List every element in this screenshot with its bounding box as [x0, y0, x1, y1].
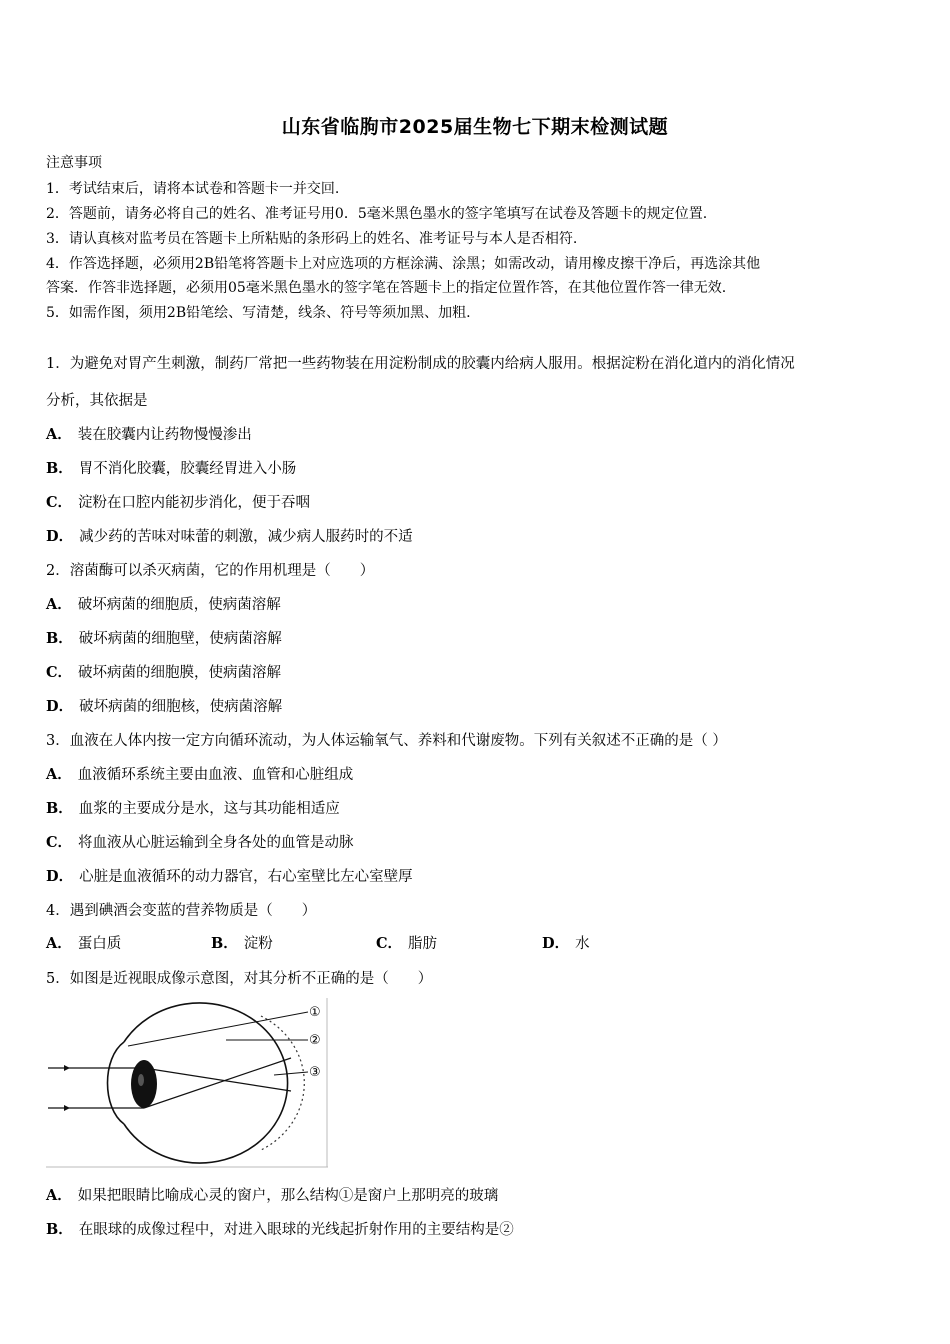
question-5-stem: 5．如图是近视眼成像示意图，对其分析不正确的是（ ） [46, 971, 433, 987]
question-1-option-b [46, 457, 296, 478]
option-letter: A． [46, 596, 72, 613]
question-1-option-a [46, 423, 252, 444]
question-5-option-a [46, 1184, 498, 1205]
arrow-icon [64, 1105, 70, 1111]
notice-item: 1．考试结束后，请将本试卷和答题卡一并交回. [46, 181, 340, 197]
cornea [108, 1042, 125, 1124]
option-letter: B． [46, 630, 73, 647]
option-text: 破坏病菌的细胞质，使病菌溶解 [77, 597, 281, 613]
question-4-option-d [542, 932, 590, 953]
option-letter: B． [211, 935, 238, 952]
question-1-option-c [46, 491, 310, 512]
option-letter: C． [46, 494, 73, 511]
question-2-option-a [46, 593, 281, 614]
question-5-option-b [46, 1218, 514, 1239]
question-1-stem: 1．为避免对胃产生刺激，制药厂常把一些药物装在用淀粉制成的胶囊内给病人服用。根据淀粉在消化道内的消化情况 [46, 356, 795, 372]
question-4-option-c [376, 932, 437, 953]
option-letter: A． [46, 1187, 72, 1204]
option-text: 胃不消化胶囊，胶囊经胃进入小肠 [78, 461, 297, 477]
label-pointer [128, 1012, 308, 1046]
figure-label-1: ① [309, 1005, 321, 1020]
light-ray [144, 1058, 291, 1108]
myopia-eye-diagram [46, 998, 328, 1168]
option-text: 装在胶囊内让药物慢慢渗出 [77, 427, 252, 443]
eye-diagram-svg [46, 998, 328, 1168]
page-title: 山东省临朐市2025届生物七下期末检测试题 [281, 116, 669, 138]
notice-item: 3．请认真核对监考员在答题卡上所粘贴的条形码上的姓名、准考证号与本人是否相符. [46, 231, 578, 247]
option-text: 血浆的主要成分是水，这与其功能相适应 [78, 801, 340, 817]
notice-item: 4．作答选择题，必须用2B铅笔将答题卡上对应选项的方框涂满、涂黑；如需改动，请用橡皮擦干净后，再选涂其他 [46, 256, 761, 272]
option-text: 水 [575, 936, 590, 952]
option-letter: B． [46, 460, 73, 477]
option-text: 破坏病菌的细胞核，使病菌溶解 [79, 699, 283, 715]
option-letter: D． [46, 868, 74, 885]
option-text: 破坏病菌的细胞壁，使病菌溶解 [78, 631, 282, 647]
question-2-option-d [46, 695, 282, 716]
option-letter: D． [542, 935, 570, 952]
option-text: 脂肪 [408, 936, 438, 952]
option-text: 将血液从心脏运输到全身各处的血管是动脉 [78, 835, 354, 851]
notice-item: 2．答题前，请务必将自己的姓名、准考证号用0．5毫米黑色墨水的签字笔填写在试卷及答题卡的规定位置. [46, 206, 708, 222]
question-2-option-b [46, 627, 282, 648]
lens [131, 1060, 157, 1108]
question-3-stem: 3．血液在人体内按一定方向循环流动，为人体运输氧气、养料和代谢废物。下列有关叙述不正确的是（ ） [46, 733, 727, 749]
arrow-icon [64, 1065, 70, 1071]
option-text: 减少药的苦味对味蕾的刺激，减少病人服药时的不适 [79, 529, 413, 545]
retina-line [261, 1016, 304, 1150]
option-letter: C． [46, 834, 73, 851]
question-3-option-b [46, 797, 340, 818]
question-4-option-b [211, 932, 273, 953]
question-3-option-c [46, 831, 354, 852]
option-letter: B． [46, 800, 73, 817]
option-letter: D． [46, 528, 74, 545]
option-text: 淀粉 [243, 936, 273, 952]
option-text: 破坏病菌的细胞膜，使病菌溶解 [78, 665, 282, 681]
notice-item: 答案．作答非选择题，必须用05毫米黑色墨水的签字笔在答题卡上的指定位置作答，在其他位置作答一律无效. [46, 280, 727, 296]
option-letter: C． [376, 935, 403, 952]
light-ray [144, 1068, 291, 1091]
question-1-option-d [46, 525, 413, 546]
notice-heading: 注意事项 [46, 155, 102, 171]
option-letter: A． [46, 766, 72, 783]
notice-item: 5．如需作图，须用2B铅笔绘、写清楚，线条、符号等须加黑、加粗. [46, 305, 471, 321]
option-letter: A． [46, 935, 72, 952]
option-letter: A． [46, 426, 72, 443]
question-2-option-c [46, 661, 281, 682]
option-text: 如果把眼睛比喻成心灵的窗户，那么结构①是窗户上那明亮的玻璃 [77, 1188, 499, 1204]
option-text: 淀粉在口腔内能初步消化，便于吞咽 [78, 495, 311, 511]
figure-label-3: ③ [309, 1065, 321, 1080]
option-letter: B． [46, 1221, 73, 1238]
question-3-option-a [46, 763, 353, 784]
option-text: 在眼球的成像过程中，对进入眼球的光线起折射作用的主要结构是② [78, 1222, 514, 1238]
question-2-stem: 2．溶菌酶可以杀灭病菌，它的作用机理是（ ） [46, 563, 375, 579]
question-4-option-a [46, 932, 121, 953]
question-3-option-d [46, 865, 413, 886]
question-4-stem: 4．遇到碘酒会变蓝的营养物质是（ ） [46, 903, 317, 919]
option-letter: C． [46, 664, 73, 681]
label-pointer [274, 1072, 308, 1075]
option-text: 心脏是血液循环的动力器官，右心室壁比左心室壁厚 [79, 869, 413, 885]
question-1-stem: 分析，其依据是 [46, 393, 148, 409]
option-letter: D． [46, 698, 74, 715]
figure-label-2: ② [309, 1033, 321, 1048]
option-text: 蛋白质 [77, 936, 122, 952]
option-text: 血液循环系统主要由血液、血管和心脏组成 [77, 767, 354, 783]
